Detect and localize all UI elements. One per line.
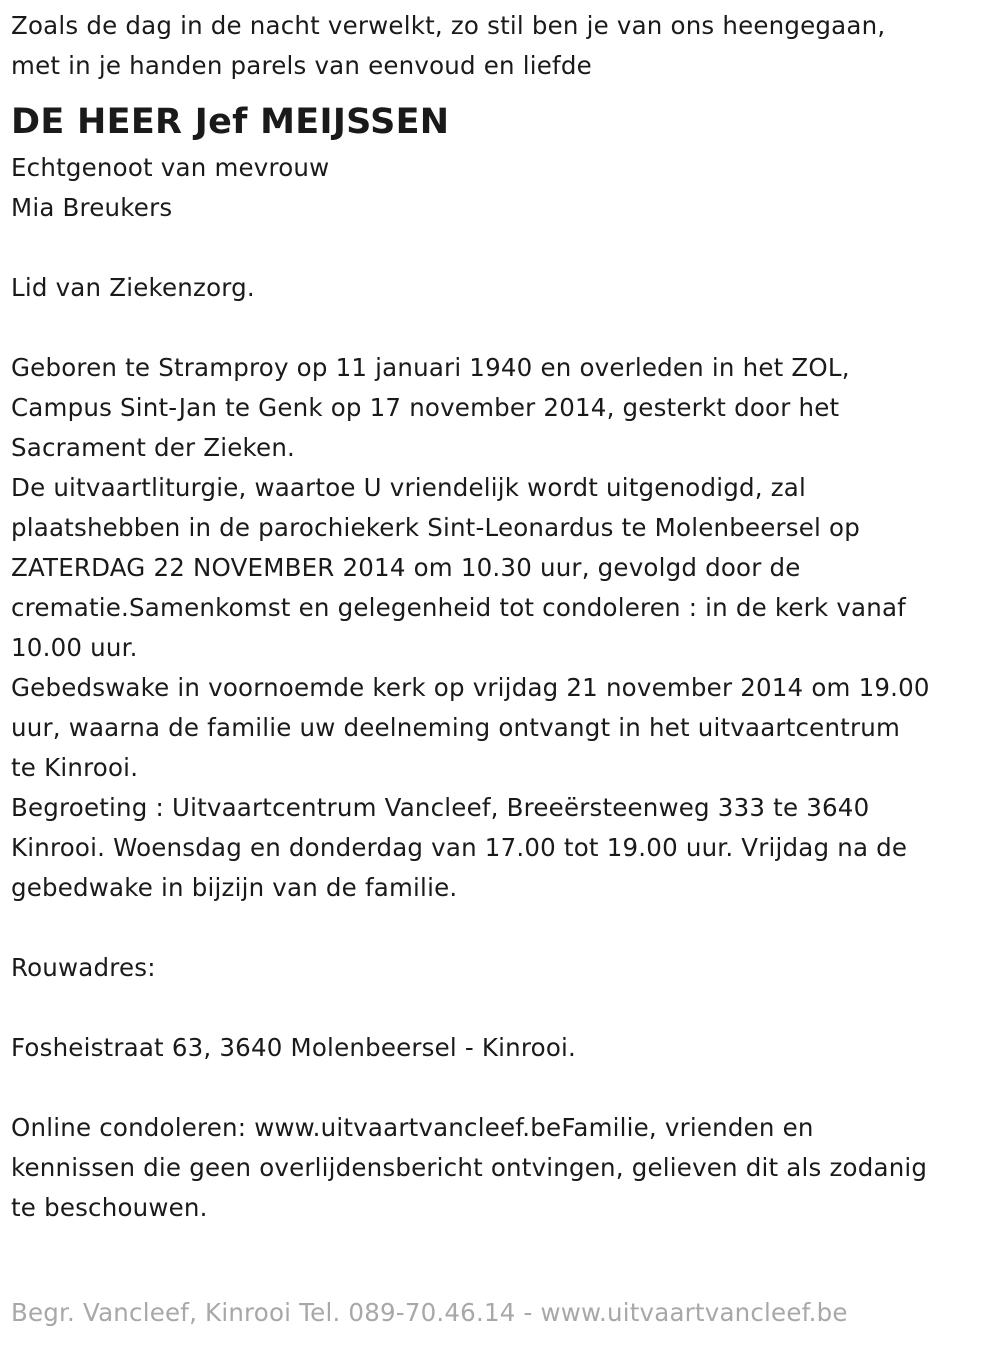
membership-text: Lid van Ziekenzorg. [11,273,255,302]
details-line: Campus Sint-Jan te Genk op 17 november 2014, gesterkt door het [11,393,840,422]
closing-line: te beschouwen. [11,1193,208,1222]
details-line: te Kinrooi. [11,753,139,782]
funeral-details [11,348,986,908]
spouse-info [11,148,986,228]
quote-line: Zoals de dag in de nacht verwelkt, zo stil ben je van ons heengegaan, [11,11,886,40]
deceased-name: DE HEER Jef MEIJSSEN [11,102,450,142]
closing-text [11,1108,986,1228]
details-line: 10.00 uur. [11,633,138,662]
details-line: Kinrooi. Woensdag en donderdag van 17.00 tot 19.00 uur. Vrijdag na de [11,833,908,862]
mourning-address: Fosheistraat 63, 3640 Molenbeersel - Kinrooi. [11,1033,577,1062]
details-line: Sacrament der Zieken. [11,433,296,462]
details-line: Begroeting : Uitvaartcentrum Vancleef, Breeërsteenweg 333 te 3640 [11,793,870,822]
details-line: crematie.Samenkomst en gelegenheid tot condoleren : in de kerk vanaf [11,593,907,622]
spouse-line: Mia Breukers [11,193,173,222]
details-line: gebedwake in bijzijn van de familie. [11,873,458,902]
address-label: Rouwadres: [11,953,156,982]
closing-line: Online condoleren: www.uitvaartvancleef.beFamilie, vrienden en [11,1113,814,1142]
funeral-home-footer: Begr. Vancleef, Kinrooi Tel. 089-70.46.14 - www.uitvaartvancleef.be [11,1298,848,1327]
memorial-quote [11,6,986,86]
details-line: ZATERDAG 22 NOVEMBER 2014 om 10.30 uur, gevolgd door de [11,553,801,582]
details-line: De uitvaartliturgie, waartoe U vriendelijk wordt uitgenodigd, zal [11,473,807,502]
details-line: uur, waarna de familie uw deelneming ontvangt in het uitvaartcentrum [11,713,901,742]
spouse-line: Echtgenoot van mevrouw [11,153,330,182]
details-line: Geboren te Stramproy op 11 januari 1940 en overleden in het ZOL, [11,353,850,382]
closing-line: kennissen die geen overlijdensbericht ontvingen, gelieven dit als zodanig [11,1153,928,1182]
quote-line: met in je handen parels van eenvoud en liefde [11,51,592,80]
details-line: plaatshebben in de parochiekerk Sint-Leonardus te Molenbeersel op [11,513,860,542]
details-line: Gebedswake in voornoemde kerk op vrijdag 21 november 2014 om 19.00 [11,673,930,702]
obituary-notice [11,6,986,1228]
